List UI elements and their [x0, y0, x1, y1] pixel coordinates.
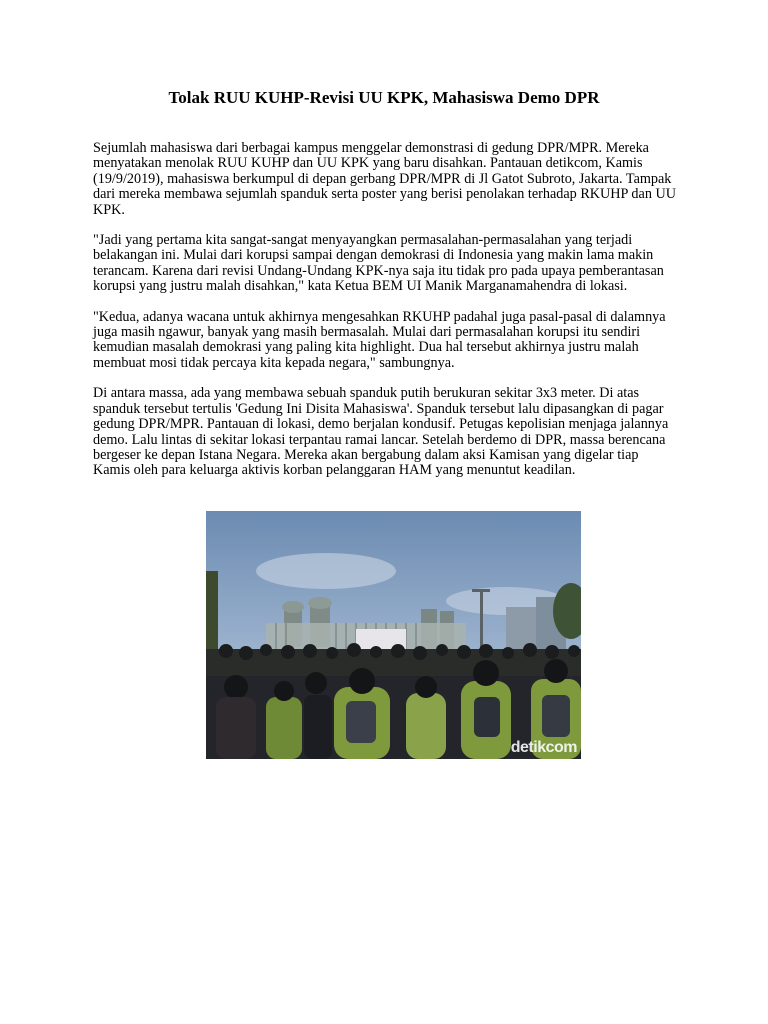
article-paragraph: "Jadi yang pertama kita sangat-sangat menyayangkan permasalahan-permasalahan yang terjadi belakangan ini. Mulai dari korupsi sampai dengan demokrasi di Indonesia yang makin lama makin terancam. Karena dari revisi Undang-Undang KPK-nya saja itu tidak pro pada upaya pemberantasan korupsi yang justru malah disahkan," kata Ketua BEM UI Manik Marganamahendra di lokasi. [93, 232, 664, 295]
backpack [346, 701, 376, 743]
backpack [474, 697, 500, 737]
article-paragraph: "Kedua, adanya wacana untuk akhirnya mengesahkan RKUHP padahal juga pasal-pasal di dalamnya juga masih ngawur, banyak yang masih bermasalah. Mulai dari permasalahan korupsi itu sendiri kemudian masalah demokrasi yang paling kita highlight. Dua hal tersebut akhirnya justru malah membuat mosi tidak percaya kita kepada negara," sambungnya. [93, 308, 666, 371]
gate-pillar-top [282, 601, 304, 613]
person [216, 697, 256, 759]
photo-watermark: detikcom [510, 739, 577, 756]
article-title: Tolak RUU KUHP-Revisi UU KPK, Mahasiswa Demo DPR [168, 88, 600, 107]
demo-photo [206, 511, 581, 759]
demo-photo-illustration [206, 511, 581, 759]
article-paragraph: Di antara massa, ada yang membawa sebuah spanduk putih berukuran sekitar 3x3 meter. Di atas spanduk tersebut tertulis 'Gedung Ini Disita Mahasiswa'. Spanduk tersebut lalu dipasangkan di pagar gedung DPR/MPR. Pantauan di lokasi, demo berjalan kondusif. Petugas kepolisian menjaga jalannya demo. Lalu lintas di sekitar lokasi terpantau ramai lancar. Setelah berdemo di DPR, massa berencana bergeser ke depan Istana Negara. Mereka akan bergabung dalam aksi Kamisan yang digelar tiap Kamis oleh para keluarga aktivis korban pelanggaran HAM yang menuntut keadilan. [93, 385, 669, 479]
article-body [93, 141, 679, 494]
cloud [256, 553, 396, 589]
person [304, 695, 332, 759]
gate-pillar-top [308, 597, 332, 609]
light-pole-top [472, 589, 490, 592]
backpack [542, 695, 570, 737]
article-paragraph: Sejumlah mahasiswa dari berbagai kampus menggelar demonstrasi di gedung DPR/MPR. Mereka menyatakan menolak RUU KUHP dan UU KPK yang baru disahkan. Pantauan detikcom, Kamis (19/9/2019), mahasiswa berkumpul di depan gerbang DPR/MPR di Jl Gatot Subroto, Jakarta. Tampak dari mereka membawa sejumlah spanduk serta poster yang berisi penolakan terhadap RKUHP dan UU KPK. [93, 140, 676, 218]
